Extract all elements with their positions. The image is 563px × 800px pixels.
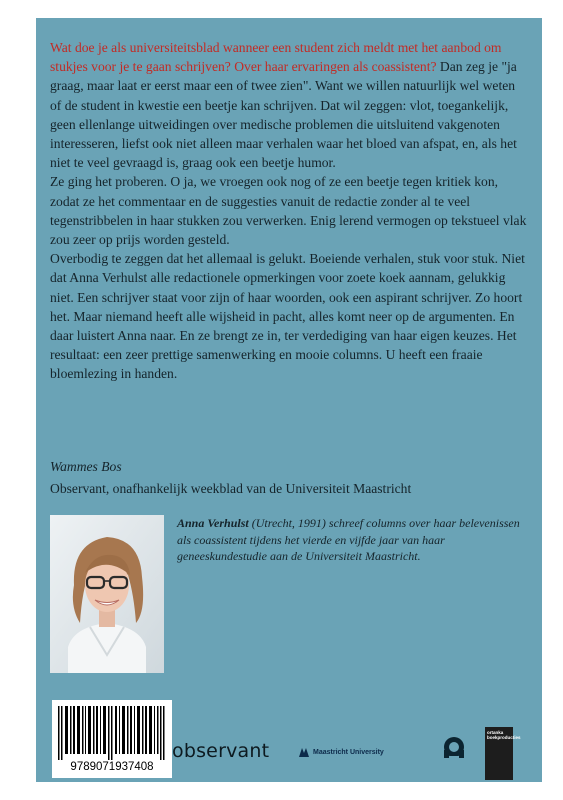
blurb-text [50,38,528,384]
publisher-logo [485,727,521,780]
blurb-lead-question: Wat doe je als universiteitsblad wanneer een student zich meldt met het aanbod om stukjes voor je te gaan schrijven? Over haar ervaringen als coassistent? [50,40,502,75]
barcode-icon [58,706,166,760]
maastricht-university-icon [298,746,310,758]
signature-organization: Observant, onafhankelijk weekblad van de Universiteit Maastricht [50,481,412,496]
author-photo [50,515,164,673]
round-publisher-logo-icon [443,736,465,767]
author-bio [177,515,522,565]
back-cover [36,18,542,782]
maastricht-university-label: Maastricht University [313,748,384,756]
isbn-barcode [52,700,172,778]
signature-name: Wammes Bos [50,459,122,474]
blurb-paragraph-3: Overbodig te zeggen dat het allemaal is gelukt. Boeiende verhalen, stuk voor stuk. Niet dat Anna Verhulst alle redactionele opmerkingen voor zoete koek aannam, gelukkig niet. Een schrijver staat voor zijn of haar woorden, ook een aspirant schrijver. Zo hoort het. Maar niemand heeft alle wijsheid in pacht, alles komt neer op de argumenten. En daar luistert Anna naar. En ze brengt ze in, ter verdediging van haar eigen keuzes. Het resultaat: een zeer prettige samenwerking en mooie columns. U heeft een fraaie bloemlezing in handen. [50,251,525,382]
publisher-logo-label: ortanka boekproducties [487,730,521,740]
blurb-paragraph-1 [50,38,528,172]
isbn-number: 9789071937408 [70,761,154,773]
observant-logo: observant [172,740,270,762]
blurb-paragraph-2: Ze ging het proberen. O ja, we vroegen ook nog of ze een beetje tegen kritiek kon, zodat ze het commentaar en de suggesties vanuit de redactie zonder al te veel tegenstribbelen in haar stukken zou verwerken. Enig lerend vermogen op tekstueel vlak zou zeer op prijs worden gesteld. [50,174,527,248]
author-name: Anna Verhulst [177,516,249,530]
author-bio-text: (Utrecht, 1991) schreef columns over haar belevenissen als coassistent tijdens het vierde en vijfde jaar van haar geneeskundestudie aan de Universiteit Maastricht. [177,516,520,563]
maastricht-university-logo [298,746,384,758]
blurb-paragraph-1-rest: Dan zeg je "ja graag, maar laat er eerst maar een of twee zien". Want we willen natuurlijk wel weten of de student in kwestie een beetje kan schrijven. Dat wil zeggen: vlot, toegankelijk, geen ellenlange uitweidingen over medische problemen die uitsluitend vakgenoten interesseren, liefst ook niet alleen maar verhalen waar het bloed van afspat, en, als het niet te veel gevraagd is, graag ook een beetje humor. [50,59,517,171]
